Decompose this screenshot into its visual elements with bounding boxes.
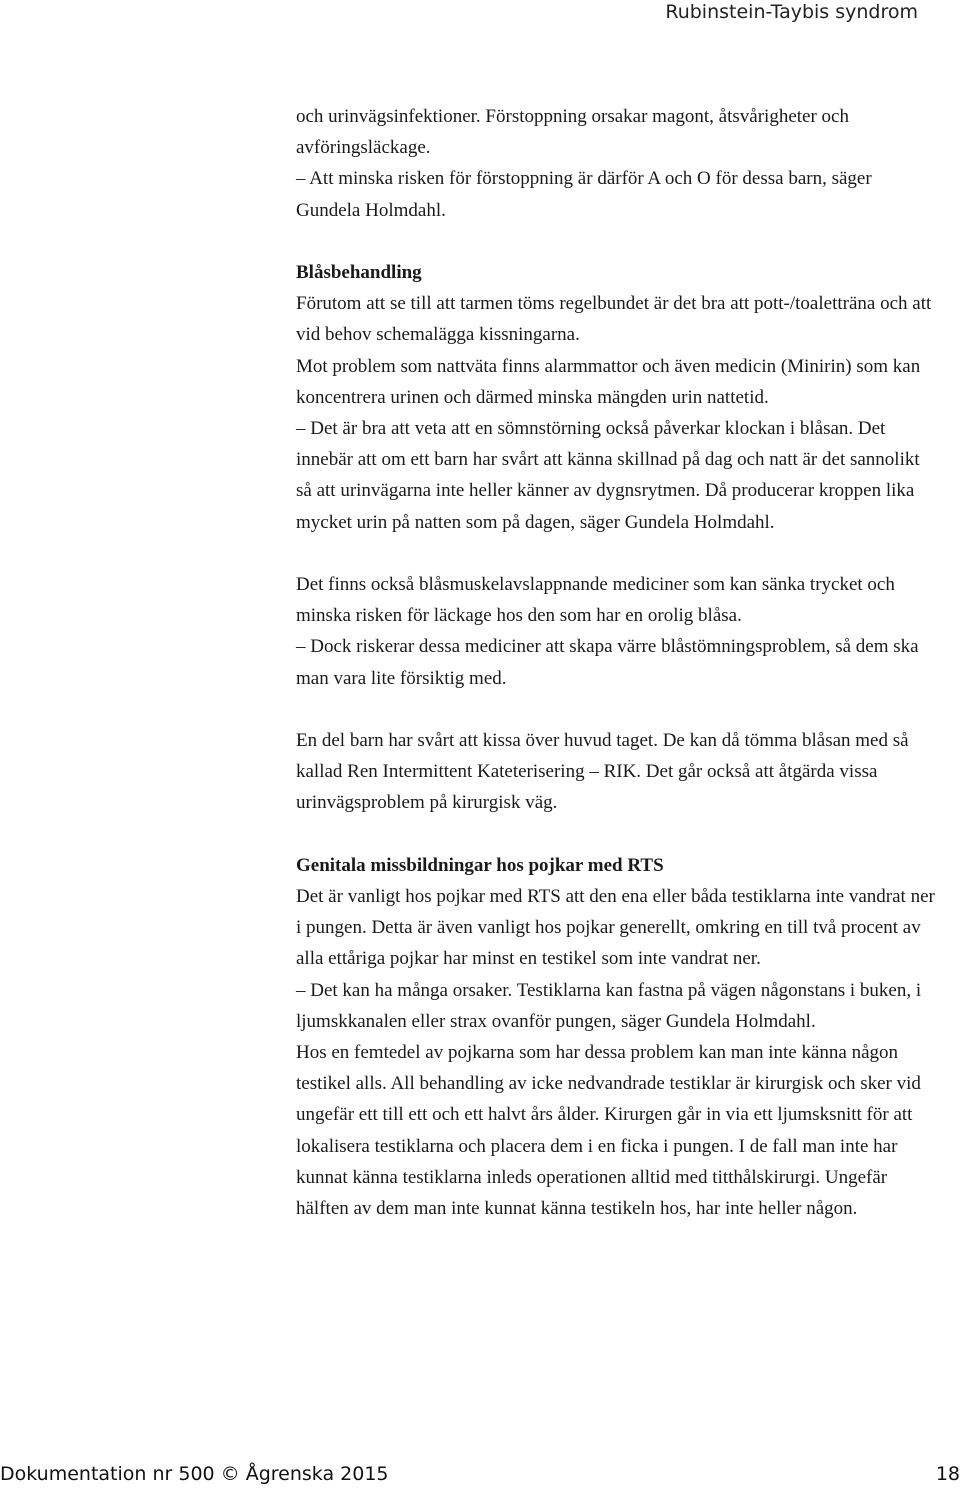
paragraph: Förutom att se till att tarmen töms regelbundet är det bra att pott-/toaletträna och att vid behov schemalägga kissningarna.: [296, 293, 932, 346]
paragraph: Mot problem som nattväta finns alarmmattor och även medicin (Minirin) som kan koncentrera urinen och därmed minska mängden urin nattetid.: [296, 355, 921, 408]
paragraph: Det är vanligt hos pojkar med RTS att den ena eller båda testiklarna inte vandrat ner i pungen. Detta är även vanligt hos pojkar generellt, omkring en till två procent av alla ettåriga pojkar har minst en testikel som inte vandrat ner.: [296, 886, 935, 970]
page-number: 18: [935, 1463, 960, 1485]
paragraph: och urinvägsinfektioner. Förstoppning orsakar magont, åtsvårigheter och avföringsläckage.: [296, 106, 849, 159]
section-heading-blasbehandling: Blåsbehandling: [296, 262, 422, 283]
article-body: [296, 101, 936, 1224]
paragraph: Hos en femtedel av pojkarna som har dessa problem kan man inte känna någon testikel alls. All behandling av icke nedvandrade testiklar är kirurgisk och sker vid ungefär ett till ett och ett halvt års ålder. Kirurgen går in via ett ljumsksnitt för att lokalisera testiklarna och placera dem i en ficka i pungen. I de fall man inte har kunnat känna testiklarna inleds operationen alltid med titthålskirurgi. Ungefär hälften av dem man inte kunnat känna testikeln hos, har inte heller någon.: [296, 1042, 921, 1220]
page-footer: [0, 1463, 960, 1489]
paragraph: En del barn har svårt att kissa över huvud taget. De kan då tömma blåsan med så kallad Ren Intermittent Kateterisering – RIK. Det går också att åtgärda vissa urinvägsproblem på kirurgisk väg.: [296, 730, 909, 814]
quote-paragraph: – Det är bra att veta att en sömnstörning också påverkar klockan i blåsan. Det innebär att om ett barn har svårt att känna skillnad på dag och natt är det sannolikt så att urinvägarna inte heller känner av dygnsrytmen. Då producerar kroppen lika mycket urin på natten som på dagen, säger Gundela Holmdahl.: [296, 418, 920, 533]
paragraph: Det finns också blåsmuskelavslappnande mediciner som kan sänka trycket och minska risken för läckage hos den som har en orolig blåsa.: [296, 574, 895, 627]
quote-paragraph: – Att minska risken för förstoppning är därför A och O för dessa barn, säger Gundela Holmdahl.: [296, 168, 872, 221]
quote-paragraph: – Det kan ha många orsaker. Testiklarna kan fastna på vägen någonstans i buken, i ljumskkanalen eller strax ovanför pungen, säger Gundela Holmdahl.: [296, 979, 922, 1032]
section-heading-genitala: Genitala missbildningar hos pojkar med RTS: [296, 854, 664, 876]
quote-paragraph: – Dock riskerar dessa mediciner att skapa värre blåstömningsproblem, så dem ska man vara lite försiktig med.: [296, 636, 919, 689]
running-title: Rubinstein-Taybis syndrom: [665, 1, 918, 23]
footer-publication: Dokumentation nr 500 © Ågrenska 2015: [0, 1463, 389, 1485]
